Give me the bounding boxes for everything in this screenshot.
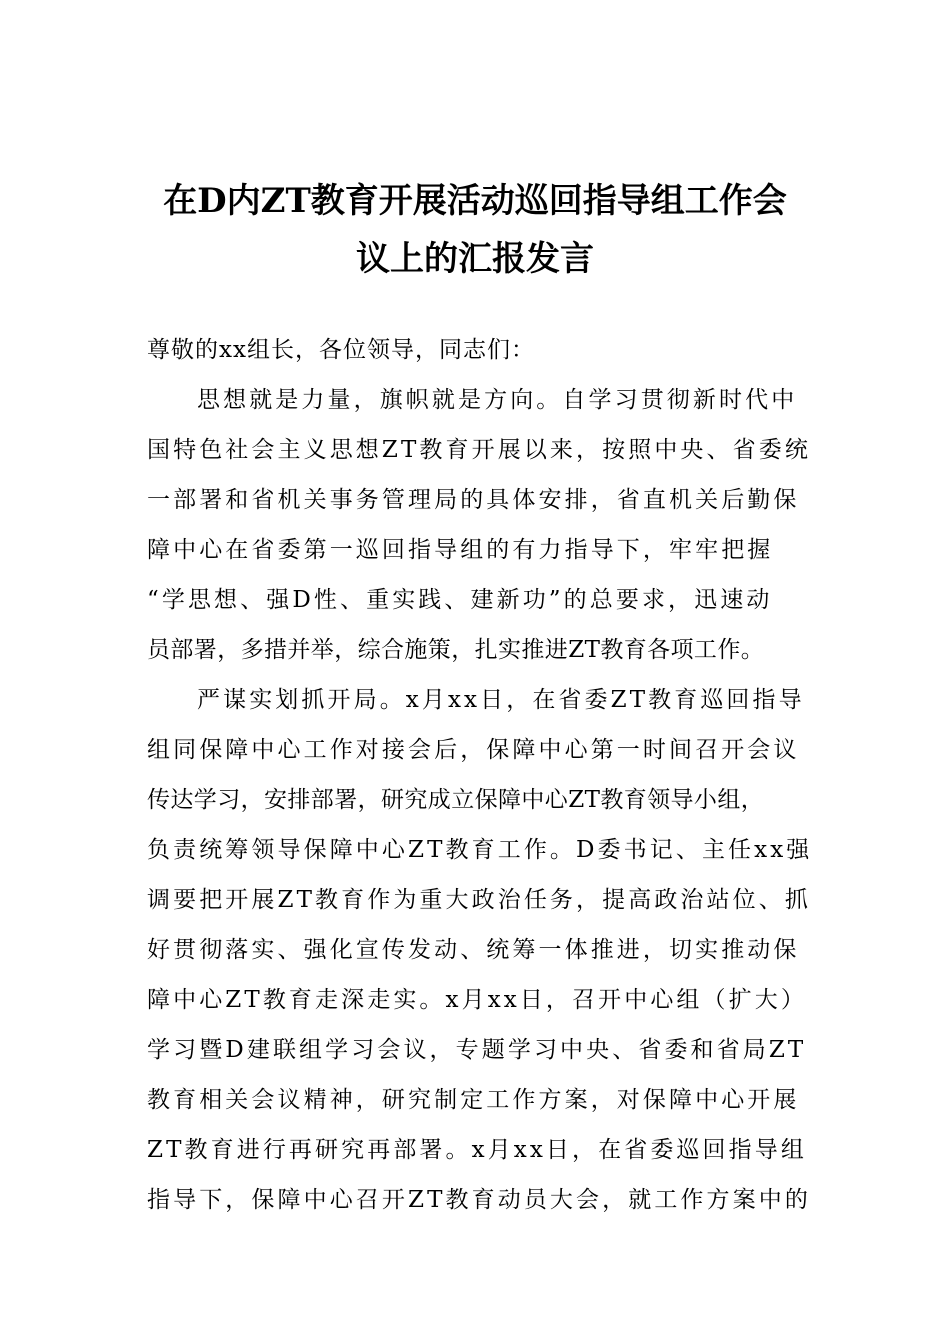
paragraph-line: 负责统筹领导保障中心ZT教育工作。D委书记、主任xx强	[147, 837, 813, 863]
paragraph-line: 一部署和省机关事务管理局的具体安排，省直机关后勤保	[147, 487, 800, 513]
paragraph-line: 员部署，多措并举，综合施策，扎实推进ZT教育各项工作。	[147, 637, 765, 663]
paragraph-line: ZT教育进行再研究再部署。x月xx日，在省委巡回指导组	[147, 1137, 807, 1163]
paragraph-line: 严谋实划抓开局。x月xx日，在省委ZT教育巡回指导	[197, 687, 805, 713]
paragraph	[147, 375, 811, 675]
paragraph-line: 思想就是力量，旗帜就是方向。自学习贯彻新时代中	[197, 387, 798, 413]
paragraph-line: 传达学习，安排部署，研究成立保障中心ZT教育领导小组，	[147, 787, 765, 813]
paragraph-line: 指导下，保障中心召开ZT教育动员大会，就工作方案中的	[147, 1187, 811, 1213]
paragraph-line: “学思想、强D性、重实践、建新功”的总要求，迅速动	[147, 587, 773, 613]
paragraph-line: 组同保障中心工作对接会后，保障中心第一时间召开会议	[147, 737, 800, 763]
paragraph-line: 调要把开展ZT教育作为重大政治任务，提高政治站位、抓	[147, 887, 811, 913]
document-title	[140, 172, 810, 288]
paragraph-line: 障中心ZT教育走深走实。x月xx日，召开中心组（扩大）	[147, 987, 807, 1013]
paragraph	[147, 675, 813, 1225]
paragraph-line: 学习暨D建联组学习会议，专题学习中央、省委和省局ZT	[147, 1037, 807, 1063]
document-body	[147, 325, 813, 1225]
salutation: 尊敬的xx组长，各位领导，同志们：	[147, 337, 535, 363]
paragraph-line: 好贯彻落实、强化宣传发动、统筹一体推进，切实推动保	[147, 937, 800, 963]
title-line: 在D内ZT教育开展活动巡回指导组工作会	[163, 181, 787, 221]
paragraph-line: 国特色社会主义思想ZT教育开展以来，按照中央、省委统	[147, 437, 811, 463]
title-line: 议上的汇报发言	[356, 239, 594, 279]
paragraph-line: 教育相关会议精神，研究制定工作方案，对保障中心开展	[147, 1087, 800, 1113]
paragraph-line: 障中心在省委第一巡回指导组的有力指导下，牢牢把握	[147, 537, 774, 563]
